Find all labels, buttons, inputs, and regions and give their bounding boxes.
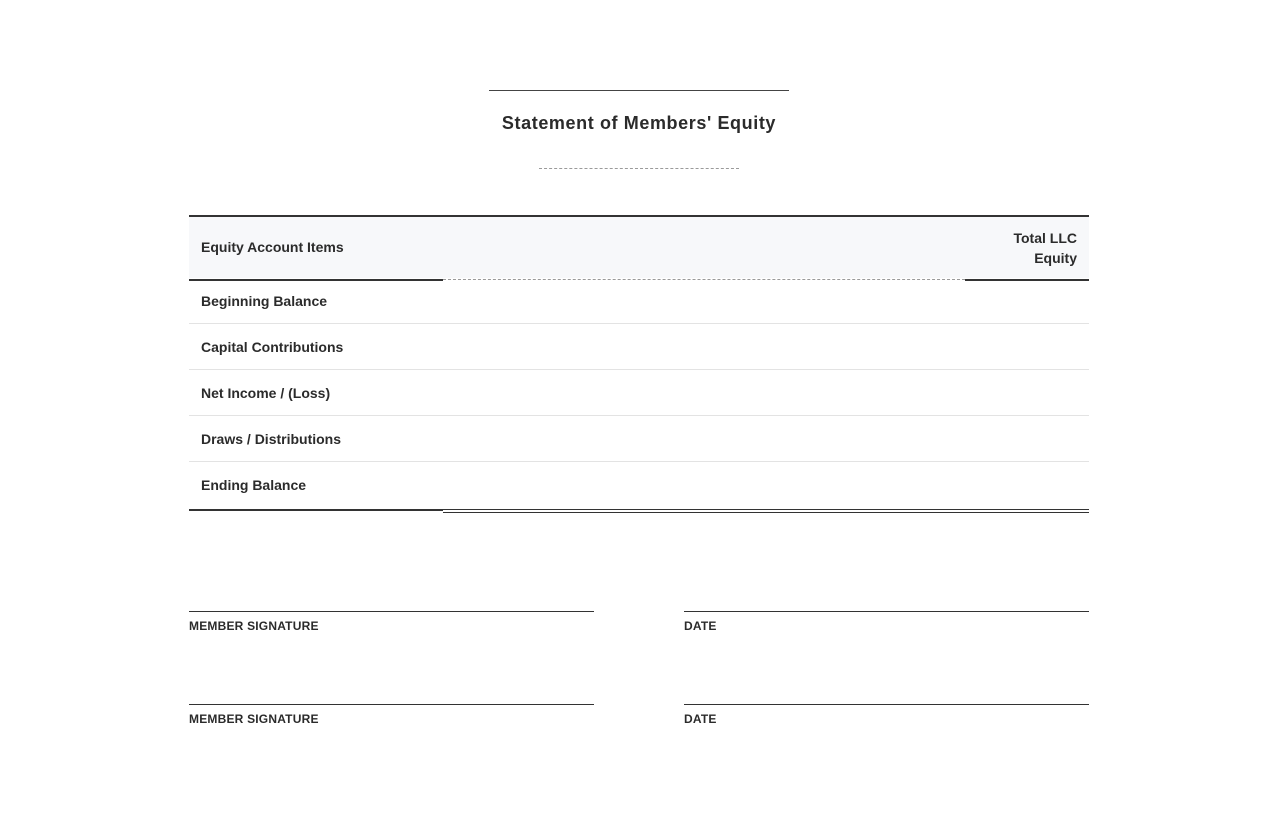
signature-label: MEMBER SIGNATURE [189,619,319,633]
table-row-capital-contributions [189,324,1089,370]
table-row-beginning-balance [189,278,1089,324]
row-label: Capital Contributions [201,339,344,355]
signature-label: MEMBER SIGNATURE [189,712,319,726]
table-row-draws-distributions [189,416,1089,462]
row-label: Draws / Distributions [201,431,342,447]
date-line[interactable] [684,611,1089,612]
subtitle-rule [539,168,739,169]
table-bottom-rule [189,509,1089,513]
table-row-net-income [189,370,1089,416]
table-header [189,215,1089,278]
row-label: Net Income / (Loss) [201,385,331,401]
table-bottom-rule-left [189,509,443,511]
header-items-label: Equity Account Items [201,239,344,255]
date-block-2 [684,704,1089,726]
date-block-1 [684,611,1089,633]
equity-table [189,215,1089,513]
date-label: DATE [684,619,717,633]
table-bottom-double-rule [443,509,1089,513]
signature-line[interactable] [189,611,594,612]
table-row-ending-balance [189,462,1089,509]
date-label: DATE [684,712,717,726]
title-rule [489,90,789,91]
member-signature-block-1 [189,611,594,633]
member-signature-block-2 [189,704,594,726]
row-label: Ending Balance [201,477,307,493]
header-total-label: Total LLC Equity [1013,230,1077,266]
row-label: Beginning Balance [201,293,328,309]
page-title: Statement of Members' Equity [501,113,777,133]
signature-line[interactable] [189,704,594,705]
date-line[interactable] [684,704,1089,705]
